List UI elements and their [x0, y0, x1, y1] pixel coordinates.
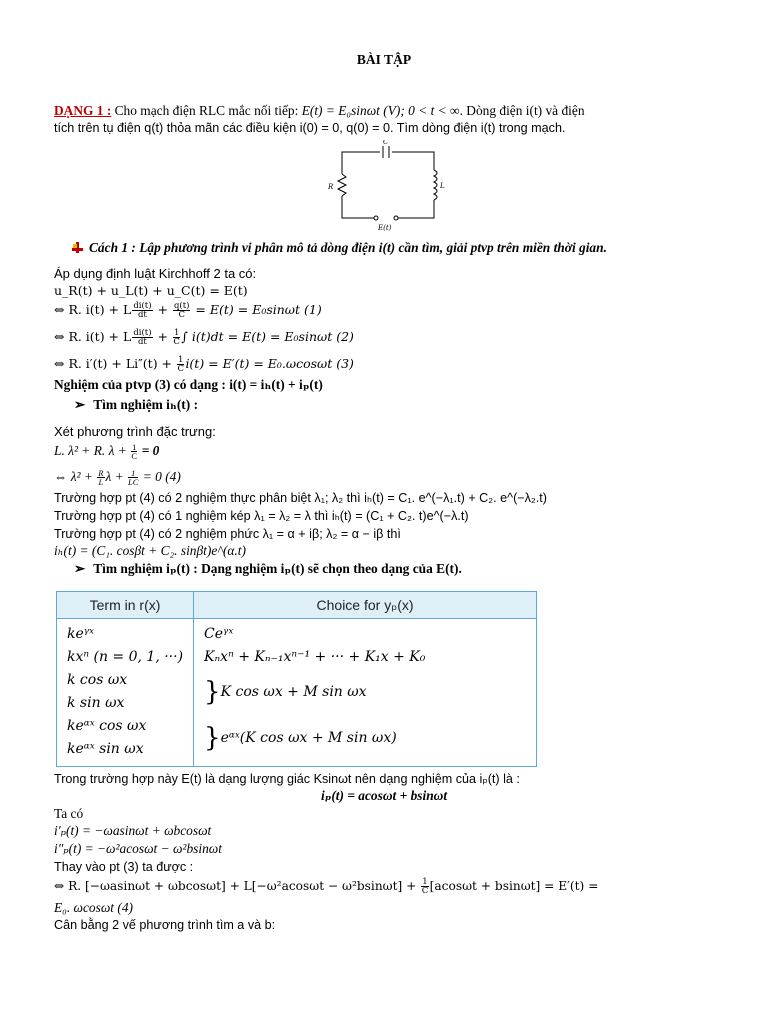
substituted-equation-2: E₀. ωcosωt (4): [54, 900, 133, 915]
cach1-line: [72, 240, 728, 256]
arrow-bullet-icon: ➢: [74, 561, 86, 576]
canbang-line: Cân bằng 2 vế phương trình tìm a và b:: [54, 918, 276, 932]
xet-line: Xét phương trình đặc trưng:: [54, 424, 216, 439]
kirchhoff-line: Áp dụng định luật Kirchhoff 2 ta có:: [54, 266, 257, 281]
thay-line: Thay vào pt (3) ta được :: [54, 860, 194, 874]
table-row: Ceᵞˣ: [204, 626, 234, 642]
case-2: Trường hợp pt (4) có 1 nghiệm kép λ₁ = λ₂ = λ thì iₕ(t) = (C₁ + C₂. t)e^(−λ.t): [54, 509, 469, 523]
yellow-red-bullet-icon: [72, 241, 83, 252]
eq-sum: u_R(t) + u_L(t) + u_C(t) = E(t): [54, 283, 248, 298]
arrow-bullet-icon: ➢: [74, 397, 86, 412]
char-eq-1: L. λ² + R. λ + $\frac{1}{C}$ = 0: [54, 442, 160, 462]
tim-nghiem-h: ➢ Tìm nghiệm iₕ(t) :: [74, 397, 199, 412]
table-row: keᵅˣ sin ωx: [67, 741, 144, 757]
rlc-circuit-diagram: [322, 140, 450, 234]
table-row: }eᵅˣ(K cos ωx + M sin ωx): [204, 723, 397, 753]
ip-derivative-2: i″ₚ(t) = −ω²acosωt − ω²bsinωt: [54, 841, 222, 856]
table-row: keᵅˣ cos ωx: [67, 718, 147, 734]
ip-derivative-1: i′ₚ(t) = −ωasinωt + ωbcosωt: [54, 823, 212, 838]
dang1-text2: . Dòng điện i(t) và điện: [459, 103, 585, 118]
label-e: E(t): [378, 224, 392, 232]
cach1-text: Cách 1 : Lập phương trình vi phân mô tả dòng điện i(t) cần tìm, giải ptvp trên miền thời gian.: [89, 240, 607, 255]
table-row: kxⁿ (n = 0, 1, ···): [67, 649, 184, 665]
substituted-equation: ⇔ R. [−ωasinωt + ωbcosωt] + L[−ω²acosωt − ω²bsinωt] + $\frac{1}{C}$ [acosωt + bsinωt] = E′(t) =: [54, 877, 599, 896]
table-left-column: [57, 619, 194, 767]
particular-solution-table: [56, 591, 537, 767]
ip-formula: iₚ(t) = acosωt + bsinωt: [320, 788, 448, 803]
table-right-column: [194, 619, 537, 767]
table-header-term: Term in r(x): [57, 592, 194, 619]
table-row: keᵞˣ: [67, 626, 95, 642]
table-header-choice: Choice for yₚ(x): [194, 592, 537, 619]
taco-line: Ta có: [54, 806, 84, 821]
dang1-line2: tích trên tụ điện q(t) thỏa mãn các điều kiện i(0) = 0, q(0) = 0. Tìm dòng điện i(t) trong mạch.: [54, 121, 566, 135]
dang1-text1: Cho mạch điện RLC mắc nối tiếp:: [111, 103, 302, 118]
table-row: }K cos ωx + M sin ωx: [204, 677, 367, 707]
case-3b: iₕ(t) = (C₁. cosβt + C₂. sinβt)e^(α.t): [54, 543, 246, 558]
char-eq-2: ⇔ λ² + $\frac{R}{L}$ λ + $\frac{1}{LC}$ = 0 (4): [54, 468, 181, 488]
case-3: Trường hợp pt (4) có 2 nghiệm phức λ₁ = α + iβ; λ₂ = α − iβ thì: [54, 527, 401, 541]
label-c: C: [383, 140, 389, 146]
equation-2: ⇔ R. i(t) + L $\frac{di(t)}{dt}$ + $\frac{1}{C}$ ∫ i(t)dt = E(t) = E₀sinωt (2): [54, 328, 354, 347]
table-row: Kₙxⁿ + Kₙ₋₁xⁿ⁻¹ + ··· + K₁x + K₀: [204, 649, 426, 665]
label-r: R: [328, 183, 334, 191]
dang1-equation: E(t) = E₀sinωt (V); 0 < t < ∞: [301, 103, 460, 118]
table-row: k sin ωx: [67, 695, 125, 711]
tim-nghiem-p: ➢ Tìm nghiệm iₚ(t) : Dạng nghiệm iₚ(t) sẽ chọn theo dạng của E(t).: [74, 561, 462, 576]
page-title: BÀI TẬP: [356, 52, 412, 67]
dang1-label: DẠNG 1 :: [54, 103, 112, 118]
trong-line: Trong trường hợp này E(t) là dạng lượng giác Ksinωt nên dạng nghiệm của iₚ(t) là :: [54, 772, 520, 786]
case-1: Trường hợp pt (4) có 2 nghiệm thực phân biệt λ₁; λ₂ thì iₕ(t) = C₁. e^(−λ₁.t) + C₂. e^(−λ₂.t): [54, 491, 548, 505]
equation-1: ⇔ R. i(t) + L $\frac{di(t)}{dt}$ + $\frac{q(t)}{C}$ = E(t) = E₀sinωt (1): [54, 301, 322, 320]
equation-3: ⇔ R. i′(t) + Li″(t) + $\frac{1}{C}$ i(t) = E′(t) = E₀.ωcosωt (3): [54, 355, 354, 374]
table-row: k cos ωx: [67, 672, 128, 688]
label-l: L: [440, 182, 445, 190]
nghiem-line: Nghiệm của ptvp (3) có dạng : i(t) = iₕ(t) + iₚ(t): [54, 377, 323, 392]
dang1-line1: [54, 103, 728, 119]
